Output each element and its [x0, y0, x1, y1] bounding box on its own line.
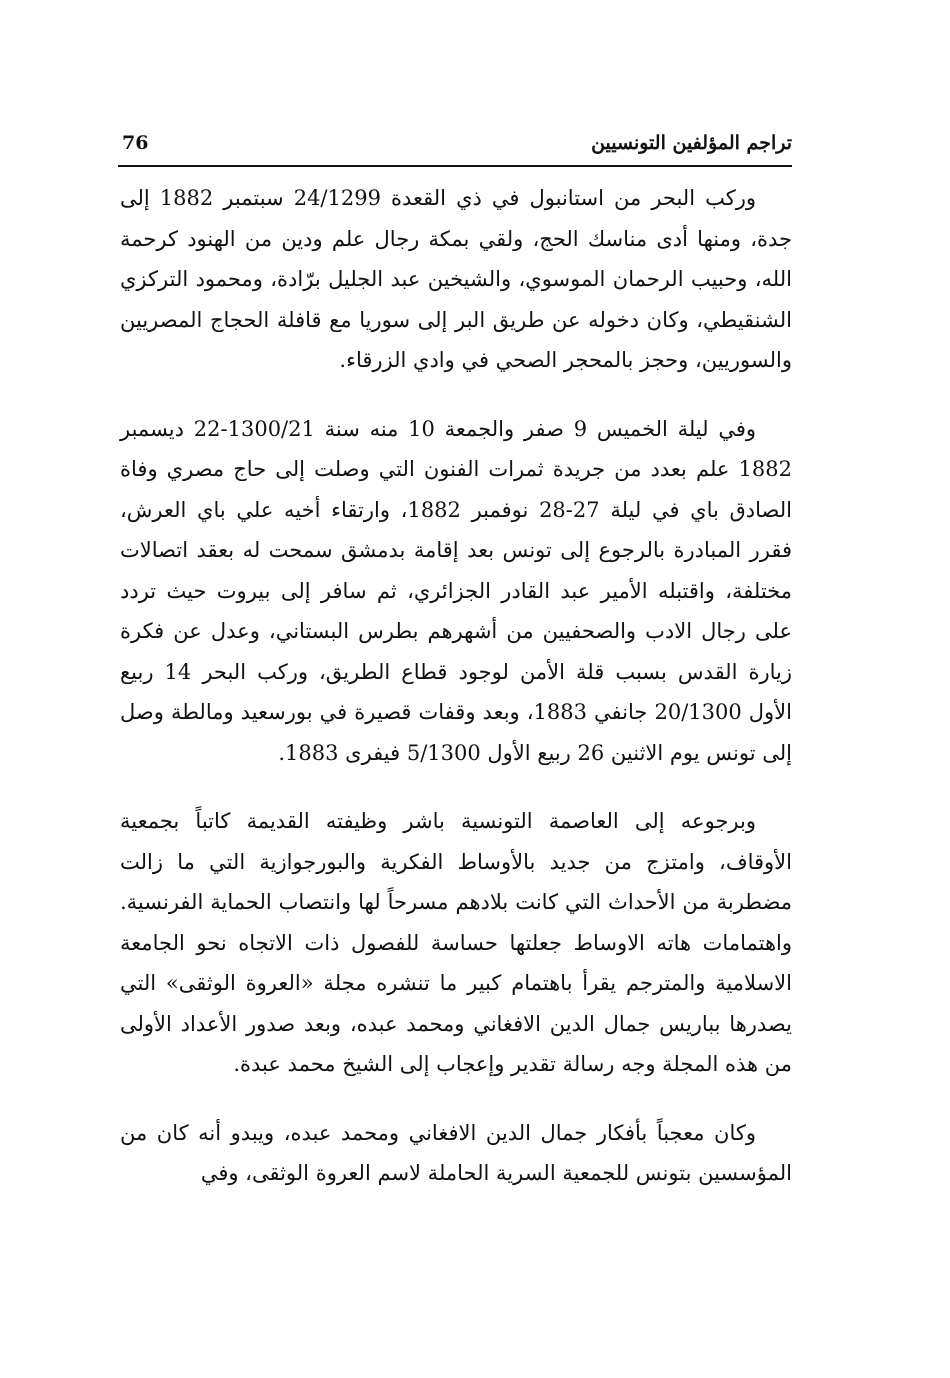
- paragraph: وكان معجباً بأفكار جمال الدين الافغاني ومحمد عبده، ويبدو أنه كان من المؤسسين بتونس للجمعية السرية الحاملة لاسم العروة الوثقى، وفي: [120, 1120, 792, 1185]
- running-title: تراجم المؤلفين التونسيين: [591, 132, 792, 154]
- paragraph: وفي ليلة الخميس 9 صفر والجمعة 10 منه سنة 1300/21-22 ديسمبر 1882 علم بعدد من جريدة ثمرات الفنون التي وصلت إلى حاج مصري وفاة الصادق باي في ليلة 27-28 نوفمبر 1882، وارتقاء أخيه علي باي العرش، فقرر المبادرة بالرجوع إلى تونس بعد إقامة بدمشق سمحت له بعقد اتصالات مختلفة، واقتبله الأمير عبد القادر الجزائري، ثم سافر إلى بيروت حيث تردد على رجال الادب والصحفيين من أشهرهم بطرس البستاني، وعدل عن فكرة زيارة القدس بسبب قلة الأمن لوجود قطاع الطريق، وركب البحر 14 ربيع الأول 20/1300 جانفي 1883، وبعد وقفات قصيرة في بورسعيد ومالطة وصل إلى تونس يوم الاثنين 26 ربيع الأول 5/1300 فيفرى 1883.: [120, 416, 792, 765]
- header-rule: [118, 165, 792, 167]
- page-number: 76: [122, 132, 149, 154]
- paragraph: وركب البحر من استانبول في ذي القعدة 24/1299 سبتمبر 1882 إلى جدة، ومنها أدى مناسك الحج، ولقي بمكة رجال علم ودين من الهنود كرحمة الله، وحبيب الرحمان الموسوي، والشيخين عبد الجليل برّادة، ومحمود التركزي الشنقيطي، وكان دخوله عن طريق البر إلى سوريا مع قافلة الحجاج المصريين والسوريين، وحجز بالمحجر الصحي في وادي الزرقاء.: [120, 186, 792, 372]
- paragraph: وبرجوعه إلى العاصمة التونسية باشر وظيفته القديمة كاتباً بجمعية الأوقاف، وامتزج من جديد بالأوساط الفكرية والبورجوازية التي ما زالت مضطربة من الأحداث التي كانت بلادهم مسرحاً لها وانتصاب الحماية الفرنسية. واهتمامات هاته الاوساط جعلتها حساسة للفصول ذات الاتجاه نحو الجامعة الاسلامية والمترجم يقرأ باهتمام كبير ما تنشره مجلة «العروة الوثقى» التي يصدرها بباريس جمال الدين الافغاني ومحمد عبده، وبعد صدور الأعداد الأولى من هذه المجلة وجه رسالة تقدير وإعجاب إلى الشيخ محمد عبدة.: [120, 809, 792, 1076]
- body-text: [120, 178, 792, 1194]
- running-head: [118, 128, 792, 164]
